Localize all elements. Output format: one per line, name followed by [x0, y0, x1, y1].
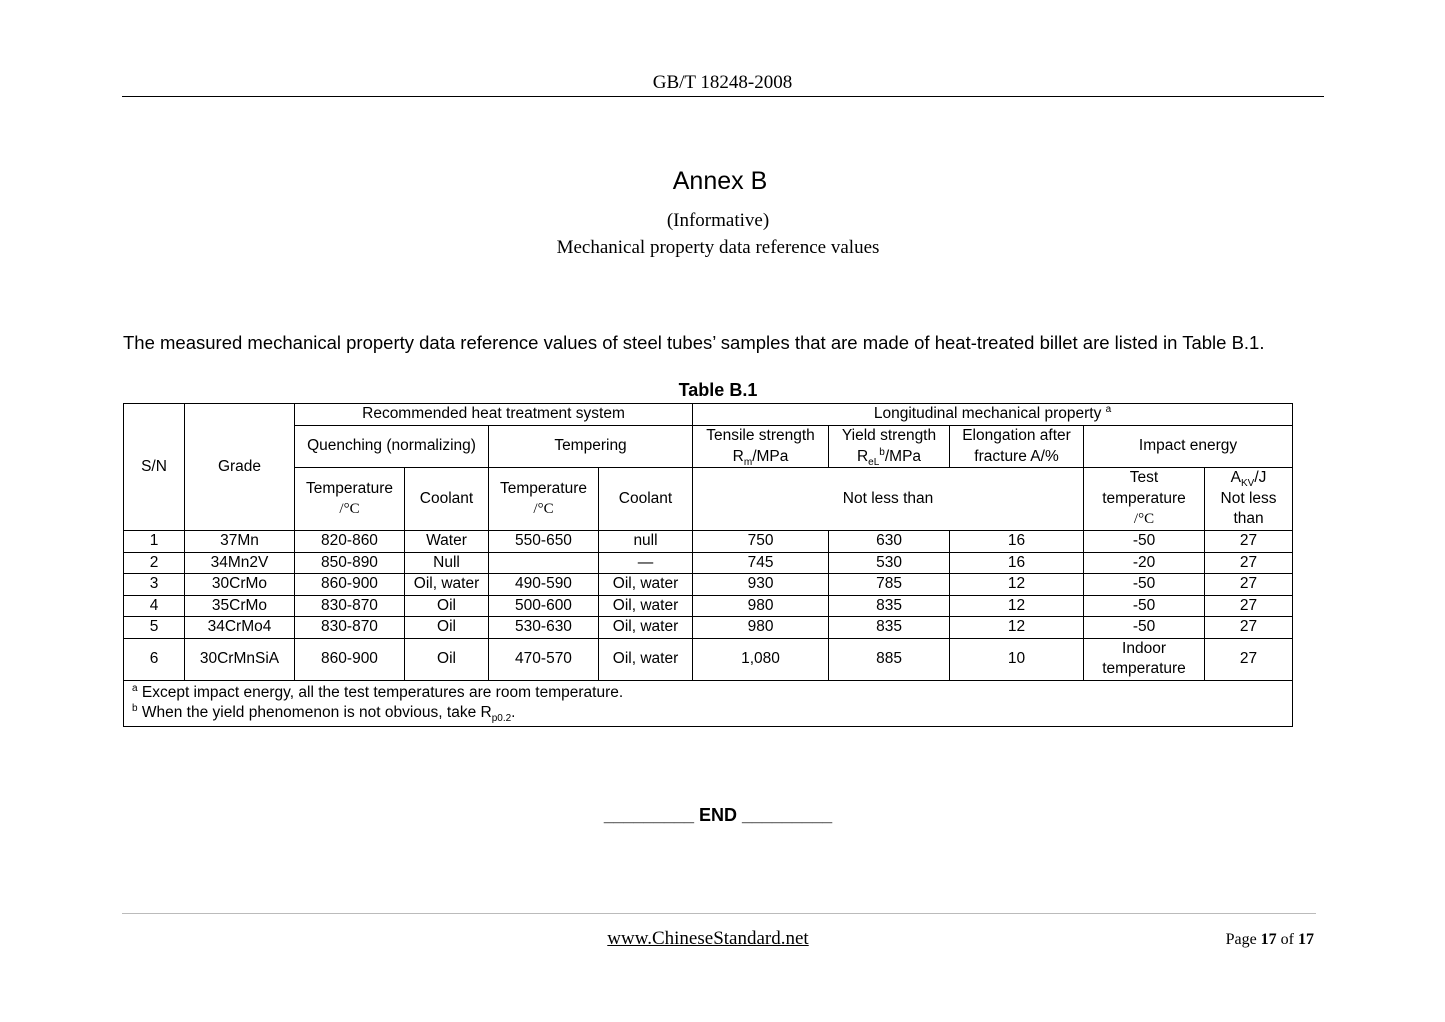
test-temp-cell: -50	[1084, 531, 1205, 553]
quench-temp-cell: 850-890	[295, 552, 405, 574]
intro-paragraph: The measured mechanical property data reference values of steel tubes’ samples that are made of heat-treated billet are listed in Table B.1.	[123, 332, 1265, 353]
elongation-cell: 12	[950, 595, 1084, 617]
tensile-cell: 745	[693, 552, 829, 574]
grade-cell: 34Mn2V	[185, 552, 295, 574]
test-temp-line1: Test	[1129, 469, 1159, 487]
quench-temp-cell: 820-860	[295, 531, 405, 553]
yield-cell: 785	[829, 574, 950, 596]
temper-temp-cell: 500-600	[489, 595, 599, 617]
tensile-header	[693, 426, 829, 468]
temper-temp-cell: 490-590	[489, 574, 599, 596]
quenching-header: Quenching (normalizing)	[295, 426, 489, 468]
test-temp-unit: /°C	[1133, 511, 1155, 528]
tempering-header: Tempering	[489, 426, 693, 468]
quench-coolant-cell: Oil	[405, 617, 489, 639]
yield-line1: Yield strength	[841, 427, 937, 444]
grade-cell: 35CrMo	[185, 595, 295, 617]
sn-cell: 1	[124, 531, 185, 553]
test-temp-cell: -50	[1084, 595, 1205, 617]
note-a-ref: a	[1105, 404, 1112, 416]
table-notes	[124, 680, 1293, 726]
temper-temp-cell: 470-570	[489, 638, 599, 680]
temper-temp-cell: 530-630	[489, 617, 599, 639]
akv-line1: $A_{KV}/J$	[1230, 469, 1267, 490]
sn-cell: 5	[124, 617, 185, 639]
header-row-2	[124, 426, 1293, 468]
annex-type: (Informative)	[666, 210, 770, 231]
grade-header: Grade	[185, 404, 295, 531]
test-temp-cell: -50	[1084, 574, 1205, 596]
temper-coolant-header: Coolant	[599, 468, 693, 531]
longitudinal-label: Longitudinal mechanical property	[873, 405, 1102, 423]
temper-temp-cell	[489, 552, 599, 574]
quench-temp-cell: 830-870	[295, 617, 405, 639]
temper-temp-unit: /°C	[533, 501, 554, 517]
table-row	[124, 574, 1293, 596]
yield-cell: 835	[829, 595, 950, 617]
mechanical-property-table	[123, 403, 1293, 727]
akv-cell: 27	[1205, 531, 1293, 553]
quench-coolant-cell: Oil	[405, 595, 489, 617]
quench-coolant-cell: Oil	[405, 638, 489, 680]
akv-cell: 27	[1205, 595, 1293, 617]
quench-coolant-cell: Null	[405, 552, 489, 574]
impact-energy-header: Impact energy	[1084, 426, 1293, 468]
yield-header	[829, 426, 950, 468]
standard-code-header: GB/T 18248-2008	[652, 72, 793, 93]
quench-temp-header	[295, 468, 405, 531]
footer-divider	[122, 913, 1316, 914]
header-divider	[122, 96, 1324, 97]
akv-cell: 27	[1205, 552, 1293, 574]
header-row-1	[124, 404, 1293, 426]
grade-cell: 30CrMnSiA	[185, 638, 295, 680]
table-row	[124, 638, 1293, 680]
annex-title: Annex B	[672, 167, 768, 195]
temper-coolant-cell: Oil, water	[599, 638, 693, 680]
grade-cell: 30CrMo	[185, 574, 295, 596]
elongation-cell: 16	[950, 552, 1084, 574]
temper-coolant-cell: Oil, water	[599, 574, 693, 596]
quench-temp-cell: 860-900	[295, 638, 405, 680]
elongation-cell: 12	[950, 617, 1084, 639]
end-marker: _________ END _________	[603, 805, 833, 825]
longitudinal-header	[693, 404, 1293, 426]
sn-cell: 3	[124, 574, 185, 596]
quench-temp-label: Temperature	[305, 479, 393, 497]
tensile-cell: 980	[693, 617, 829, 639]
sn-header: S/N	[124, 404, 185, 531]
test-temp-cell: -20	[1084, 552, 1205, 574]
tensile-cell: 930	[693, 574, 829, 596]
sn-cell: 6	[124, 638, 185, 680]
test-temp-line2: temperature	[1102, 489, 1186, 507]
sn-cell: 4	[124, 595, 185, 617]
tensile-cell: 1,080	[693, 638, 829, 680]
temper-temp-header	[489, 468, 599, 531]
test-temp-header	[1084, 468, 1205, 531]
heat-treatment-header: Recommended heat treatment system	[295, 404, 693, 426]
note-b: $^b$ When the yield phenomenon is not obvious, take $R_{p0.2}$.	[132, 702, 516, 725]
akv-cell: 27	[1205, 574, 1293, 596]
yield-cell: 630	[829, 531, 950, 553]
yield-cell: 530	[829, 552, 950, 574]
quench-coolant-cell: Oil, water	[405, 574, 489, 596]
website-link[interactable]: www.ChineseStandard.net	[607, 928, 809, 949]
tensile-line2: $R_m$/MPa	[732, 447, 789, 468]
akv-line2: Not less	[1220, 489, 1277, 507]
not-less-than-header: Not less than	[693, 468, 1084, 531]
test-temp-line1: Indoor	[1122, 639, 1166, 657]
quench-temp-unit: /°C	[339, 501, 360, 517]
akv-cell: 27	[1205, 638, 1293, 680]
notes-row	[124, 680, 1293, 726]
elongation-line2: fracture A/%	[974, 447, 1059, 465]
yield-cell: 885	[829, 638, 950, 680]
temper-coolant-cell: Oil, water	[599, 595, 693, 617]
sn-cell: 2	[124, 552, 185, 574]
tensile-cell: 750	[693, 531, 829, 553]
elongation-header	[950, 426, 1084, 468]
table-row	[124, 595, 1293, 617]
tensile-cell: 980	[693, 595, 829, 617]
table-row	[124, 552, 1293, 574]
elongation-cell: 10	[950, 638, 1084, 680]
elongation-line1: Elongation after	[962, 427, 1071, 444]
test-temp-cell	[1084, 638, 1205, 680]
tensile-line1: Tensile strength	[706, 427, 815, 444]
table-title: Table B.1	[678, 380, 758, 400]
temper-temp-label: Temperature	[499, 479, 587, 497]
temper-coolant-cell: Oil, water	[599, 617, 693, 639]
quench-temp-cell: 830-870	[295, 595, 405, 617]
yield-cell: 835	[829, 617, 950, 639]
note-a: $^a$ Except impact energy, all the test temperatures are room temperature.	[132, 682, 624, 701]
test-temp-line2: temperature	[1102, 660, 1186, 677]
table-row	[124, 617, 1293, 639]
annex-caption: Mechanical property data reference values	[556, 237, 880, 258]
header-row-3	[124, 468, 1293, 531]
temper-coolant-cell: null	[599, 531, 693, 553]
page-number: Page 17 of 17	[1225, 931, 1314, 948]
akv-header	[1205, 468, 1293, 531]
akv-line3: than	[1233, 510, 1264, 528]
akv-cell: 27	[1205, 617, 1293, 639]
temper-temp-cell: 550-650	[489, 531, 599, 553]
temper-coolant-cell: —	[599, 552, 693, 574]
elongation-cell: 12	[950, 574, 1084, 596]
grade-cell: 37Mn	[185, 531, 295, 553]
yield-line2: $R_{eL}^b$/MPa	[856, 446, 922, 468]
grade-cell: 34CrMo4	[185, 617, 295, 639]
elongation-cell: 16	[950, 531, 1084, 553]
test-temp-cell: -50	[1084, 617, 1205, 639]
quench-coolant-header: Coolant	[405, 468, 489, 531]
quench-coolant-cell: Water	[405, 531, 489, 553]
table-row	[124, 531, 1293, 553]
quench-temp-cell: 860-900	[295, 574, 405, 596]
